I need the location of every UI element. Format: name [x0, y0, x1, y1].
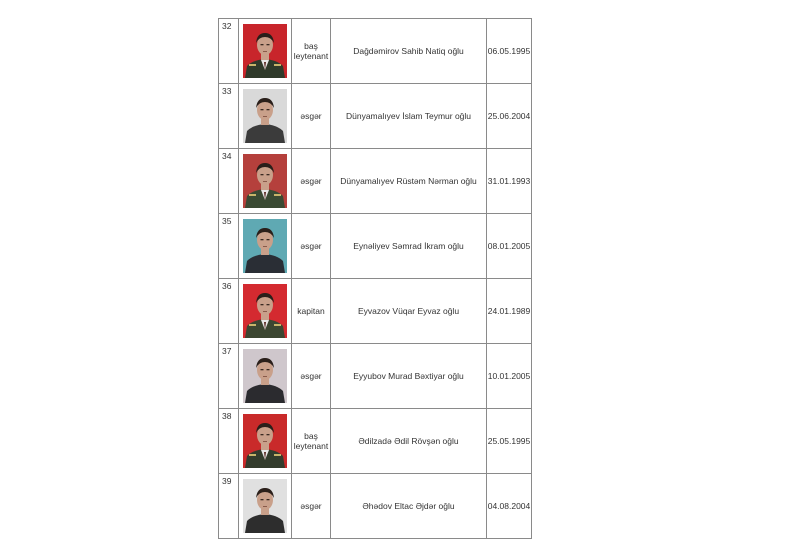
personnel-table: [218, 18, 532, 539]
full-name-cell: Əhədov Eltac Əjdər oğlu: [331, 474, 487, 539]
portrait-photo: [243, 89, 287, 143]
full-name-cell: Dağdəmirov Sahib Natiq oğlu: [331, 19, 487, 84]
table-row: [219, 214, 532, 279]
full-name-cell: Eyvazov Vüqar Eyvaz oğlu: [331, 279, 487, 344]
table-row: [219, 149, 532, 214]
row-number: 35: [219, 214, 239, 279]
table-row: [219, 84, 532, 149]
birth-date-cell: 06.05.1995: [487, 19, 532, 84]
portrait-photo: [243, 24, 287, 78]
table-row: [219, 344, 532, 409]
row-number: 36: [219, 279, 239, 344]
birth-date-cell: 08.01.2005: [487, 214, 532, 279]
birth-date-cell: 10.01.2005: [487, 344, 532, 409]
row-number: 34: [219, 149, 239, 214]
birth-date-cell: 25.06.2004: [487, 84, 532, 149]
rank-cell: əsgər: [292, 474, 331, 539]
row-number: 38: [219, 409, 239, 474]
portrait-cell: [239, 474, 292, 539]
portrait-cell: [239, 344, 292, 409]
portrait-photo: [243, 284, 287, 338]
birth-date-cell: 25.05.1995: [487, 409, 532, 474]
portrait-photo: [243, 414, 287, 468]
portrait-cell: [239, 19, 292, 84]
birth-date-cell: 31.01.1993: [487, 149, 532, 214]
birth-date-cell: 24.01.1989: [487, 279, 532, 344]
rank-cell: əsgər: [292, 214, 331, 279]
portrait-cell: [239, 409, 292, 474]
portrait-cell: [239, 279, 292, 344]
full-name-cell: Eyyubov Murad Bəxtiyar oğlu: [331, 344, 487, 409]
table-row: [219, 474, 532, 539]
row-number: 37: [219, 344, 239, 409]
portrait-photo: [243, 349, 287, 403]
table-row: [219, 279, 532, 344]
full-name-cell: Dünyamalıyev Rüstəm Nərman oğlu: [331, 149, 487, 214]
portrait-cell: [239, 84, 292, 149]
row-number: 33: [219, 84, 239, 149]
rank-cell: baş leytenant: [292, 409, 331, 474]
rank-cell: əsgər: [292, 149, 331, 214]
rank-cell: baş leytenant: [292, 19, 331, 84]
full-name-cell: Dünyamalıyev İslam Teymur oğlu: [331, 84, 487, 149]
table-row: [219, 19, 532, 84]
row-number: 32: [219, 19, 239, 84]
personnel-table-body: [219, 19, 532, 539]
table-row: [219, 409, 532, 474]
row-number: 39: [219, 474, 239, 539]
portrait-photo: [243, 154, 287, 208]
birth-date-cell: 04.08.2004: [487, 474, 532, 539]
rank-cell: əsgər: [292, 344, 331, 409]
portrait-photo: [243, 219, 287, 273]
portrait-cell: [239, 214, 292, 279]
full-name-cell: Eynəliyev Səmrad İkram oğlu: [331, 214, 487, 279]
portrait-cell: [239, 149, 292, 214]
full-name-cell: Ədilzadə Ədil Rövşən oğlu: [331, 409, 487, 474]
rank-cell: kapitan: [292, 279, 331, 344]
rank-cell: əsgər: [292, 84, 331, 149]
